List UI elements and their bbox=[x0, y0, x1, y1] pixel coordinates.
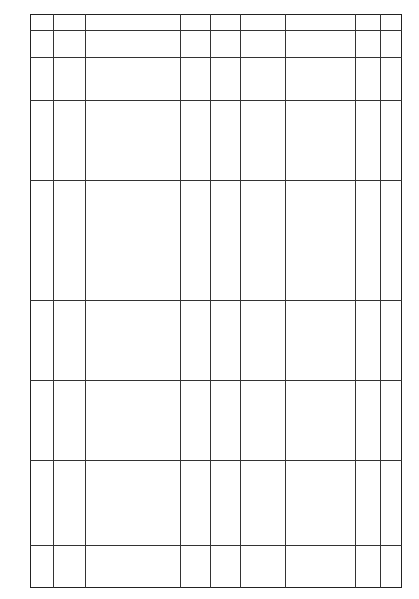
col-line bbox=[355, 14, 356, 588]
col-line bbox=[240, 14, 241, 588]
col-line bbox=[210, 14, 211, 588]
col-line bbox=[85, 14, 86, 588]
col-line bbox=[285, 14, 286, 588]
col-line bbox=[380, 14, 381, 588]
col-line bbox=[180, 14, 181, 588]
col-line bbox=[53, 14, 54, 588]
